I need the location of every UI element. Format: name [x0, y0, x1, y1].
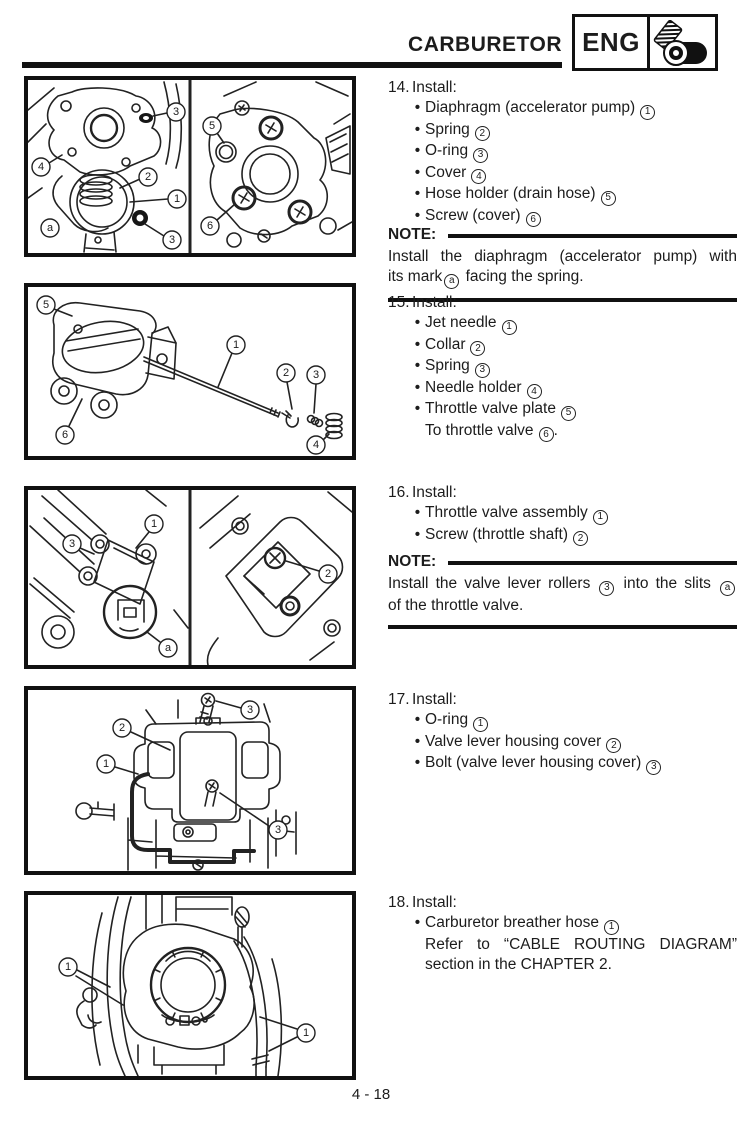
callout [203, 117, 221, 135]
callout [37, 296, 55, 314]
section-badge [572, 14, 718, 71]
step-number: 18. [388, 894, 410, 911]
continuation-line: To throttle valve 6 . [425, 421, 737, 443]
callout [307, 366, 325, 384]
bullet: • [414, 120, 421, 138]
callout-label: 2 [282, 367, 290, 379]
callout-label: 3 [312, 369, 320, 381]
list-item [388, 525, 737, 547]
callout [145, 515, 163, 533]
list-item [388, 141, 737, 163]
callout-ref: 4 [527, 384, 542, 399]
callout-ref: 2 [475, 126, 490, 141]
list-item [388, 163, 737, 185]
item-text: Throttle valve assembly [425, 504, 588, 521]
item-text: Carburetor breather hose [425, 914, 600, 931]
item-text: Spring [425, 120, 470, 138]
callout-label: 5 [208, 120, 216, 132]
callout [41, 219, 59, 237]
item-text: Screw (throttle shaft) [425, 525, 568, 543]
item-text: Cover [425, 163, 467, 181]
bullet: • [414, 357, 421, 374]
callout-label: 1 [232, 339, 240, 351]
item-text: O-ring [425, 711, 469, 728]
bullet: • [414, 732, 421, 750]
bullet: • [414, 754, 421, 771]
bullet: • [414, 378, 421, 396]
note-text-line: Install the diaphragm (accelerator pump) with [388, 248, 737, 265]
bullet: • [414, 504, 421, 521]
callout-ref: 4 [471, 169, 486, 184]
step-verb: Install: [412, 691, 457, 708]
callout-ref: 3 [599, 581, 614, 596]
callout-label: 3 [274, 824, 282, 836]
list-item [388, 356, 737, 378]
list-item [388, 710, 737, 732]
callout-label: 1 [173, 193, 181, 205]
refer-line: Refer to “CABLE ROUTING DIAGRAM” [425, 935, 737, 953]
callout-ref: 5 [561, 406, 576, 421]
note-rule [448, 234, 737, 238]
callout-ref: 2 [470, 341, 485, 356]
note-end-rule [388, 625, 737, 629]
callout-label: 3 [246, 704, 254, 716]
bullet: • [414, 335, 421, 353]
callout [63, 535, 81, 553]
callout-ref: 6 [526, 212, 541, 227]
callout [139, 168, 157, 186]
step-17 [388, 690, 737, 775]
figure-step16 [24, 486, 356, 669]
bullet: • [414, 314, 421, 331]
item-text: Jet needle [425, 314, 497, 331]
callout-ref: a [720, 581, 735, 596]
step-number: 14. [388, 79, 410, 96]
callout-ref: 5 [601, 191, 616, 206]
list-item [388, 378, 737, 400]
callout-label: 4 [312, 439, 320, 451]
item-text: Spring [425, 357, 470, 374]
item-text: Bolt (valve lever housing cover) [425, 754, 642, 771]
callout [277, 364, 295, 382]
figure-step17-illustration [28, 690, 352, 871]
note-text-line: of the throttle valve. [388, 596, 524, 614]
callout [167, 103, 185, 121]
step-15 [388, 293, 737, 442]
note-rule [448, 561, 737, 565]
list-item [388, 184, 737, 206]
callout-ref: 1 [473, 717, 488, 732]
step-16 [388, 483, 737, 546]
bullet: • [414, 711, 421, 728]
callout-label: 3 [168, 234, 176, 246]
callout-ref: 3 [473, 148, 488, 163]
list-item [388, 98, 737, 120]
callout [227, 336, 245, 354]
figure-step18 [24, 891, 356, 1080]
header-rule [22, 62, 562, 68]
callout [297, 1024, 315, 1042]
callout-label: 1 [302, 1027, 310, 1039]
bullet: • [414, 163, 421, 181]
callout-ref: 6 [539, 427, 554, 442]
refer-line: section in the CHAPTER 2. [425, 955, 612, 973]
callout-label: 6 [206, 220, 214, 232]
figure-step15 [24, 283, 356, 460]
step-verb: Install: [412, 79, 457, 96]
callout [319, 565, 337, 583]
callout-ref: a [444, 274, 459, 289]
callout-ref: 2 [573, 531, 588, 546]
list-item [388, 503, 737, 525]
callout [59, 958, 77, 976]
list-item [388, 399, 737, 421]
item-text: Screw (cover) [425, 206, 521, 224]
callout-label: a [46, 222, 54, 234]
callout-label: a [164, 642, 172, 654]
bullet: • [414, 142, 421, 159]
callout-label: 3 [172, 106, 180, 118]
note-text-line: its mark a facing the spring. [388, 267, 737, 289]
step-number: 16. [388, 484, 410, 501]
item-text: O-ring [425, 142, 469, 159]
list-item [388, 335, 737, 357]
step-number: 17. [388, 691, 410, 708]
figure-step14 [24, 76, 356, 257]
bullet: • [414, 99, 421, 116]
callout [201, 217, 219, 235]
step-verb: Install: [412, 484, 457, 501]
figure-step17 [24, 686, 356, 875]
note-label: NOTE: [388, 226, 437, 243]
note-diaphragm [388, 225, 737, 302]
list-item [388, 313, 737, 335]
engine-icon [650, 17, 715, 68]
callout-ref: 3 [475, 363, 490, 378]
step-number: 15. [388, 294, 410, 311]
bullet: • [414, 185, 421, 202]
callout [241, 701, 259, 719]
callout-label: 2 [118, 722, 126, 734]
callout-label: 3 [68, 538, 76, 550]
item-text: Diaphragm (accelerator pump) [425, 99, 636, 116]
page-number: 4 - 18 [351, 1086, 391, 1103]
bullet: • [414, 206, 421, 224]
bullet: • [414, 914, 421, 931]
callout-label: 4 [37, 161, 45, 173]
callout [159, 639, 177, 657]
callout-ref: 1 [604, 920, 619, 935]
bullet: • [414, 525, 421, 543]
callout [168, 190, 186, 208]
list-item [388, 120, 737, 142]
callout [32, 158, 50, 176]
callout-ref: 1 [593, 510, 608, 525]
callout-ref: 2 [606, 738, 621, 753]
bullet: • [414, 400, 421, 417]
callout-label: 6 [61, 429, 69, 441]
step-18 [388, 893, 737, 975]
callout-label: 2 [144, 171, 152, 183]
eng-label: ENG [575, 17, 650, 68]
callout-label: 1 [64, 961, 72, 973]
callout-label: 5 [42, 299, 50, 311]
callout-label: 1 [102, 758, 110, 770]
note-label: NOTE: [388, 553, 437, 570]
list-item [388, 732, 737, 754]
callout-label: 1 [150, 518, 158, 530]
figure-step18-illustration [28, 895, 352, 1076]
item-text: Throttle valve plate [425, 400, 556, 417]
figure-step14-illustration [28, 80, 352, 253]
callout-ref: 3 [646, 760, 661, 775]
callout [97, 755, 115, 773]
callout [56, 426, 74, 444]
step-14 [388, 78, 737, 227]
callout [307, 436, 325, 454]
item-text: Valve lever housing cover [425, 732, 602, 750]
callout [113, 719, 131, 737]
item-text: Collar [425, 335, 466, 353]
callout-label: 2 [324, 568, 332, 580]
list-item [388, 753, 737, 775]
list-item [388, 913, 737, 935]
page-title: CARBURETOR [408, 33, 562, 56]
step-verb: Install: [412, 294, 457, 311]
figure-step15-illustration [28, 287, 352, 456]
note-valve-rollers [388, 552, 737, 629]
callout-ref: 1 [502, 320, 517, 335]
note-text-line: Install the valve lever rollers 3 into the slits a [388, 574, 737, 596]
callout [163, 231, 181, 249]
list-item [388, 206, 737, 228]
item-text: Hose holder (drain hose) [425, 185, 596, 202]
callout [269, 821, 287, 839]
figure-step16-illustration [28, 490, 352, 665]
step-verb: Install: [412, 894, 457, 911]
callout-ref: 1 [640, 105, 655, 120]
item-text: Needle holder [425, 378, 522, 396]
